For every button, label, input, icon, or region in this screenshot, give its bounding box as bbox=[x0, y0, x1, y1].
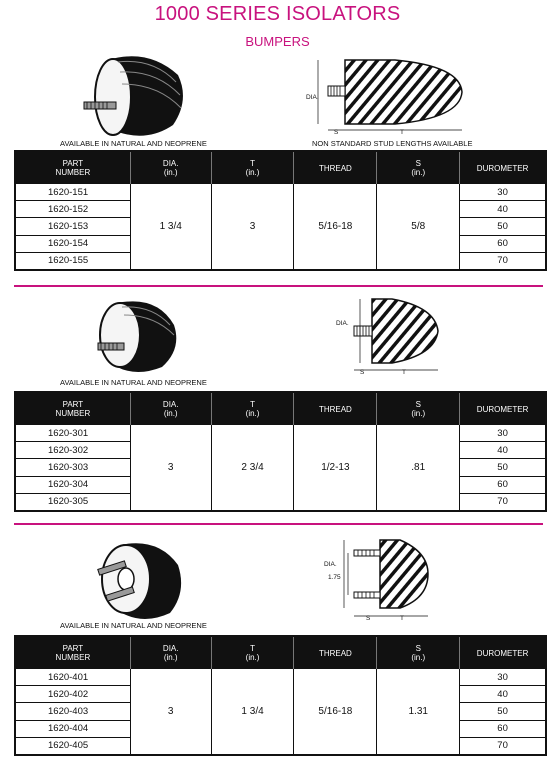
dim-label-s: S bbox=[366, 615, 371, 622]
durometer-cell: 50 bbox=[460, 459, 545, 476]
dia-cell: 3 bbox=[167, 706, 174, 717]
page-subtitle: BUMPERS bbox=[245, 34, 310, 49]
durometer-cell: 70 bbox=[497, 496, 508, 508]
section-2-caption: AVAILABLE IN NATURAL AND NEOPRENE bbox=[60, 378, 207, 387]
bumper-3-photo bbox=[92, 537, 192, 622]
part-number-cell: 1620-405 bbox=[48, 740, 89, 752]
s-cell: 1.31 bbox=[408, 706, 428, 717]
durometer-cell: 70 bbox=[497, 740, 508, 752]
dia-cell: 1 3/4 bbox=[159, 221, 182, 232]
table-header: PART NUMBER DIA. (in.) T (in.) THREAD S (in.) DUROMETER bbox=[16, 393, 545, 425]
t-cell: 2 3/4 bbox=[241, 462, 264, 473]
dim-label-s: S bbox=[360, 369, 365, 376]
part-number-cell: 1620-305 bbox=[48, 496, 89, 508]
bumper-3-dimension-drawing bbox=[318, 534, 443, 626]
part-number-cell: 1620-401 bbox=[16, 669, 130, 686]
thread-cell: 5/16-18 bbox=[318, 221, 353, 232]
bumper-2-dimension-drawing bbox=[330, 293, 455, 381]
dim-label-t: T bbox=[402, 369, 406, 376]
bumper-1-dimension-drawing bbox=[300, 52, 475, 136]
section-divider bbox=[14, 285, 543, 287]
dia-cell: 3 bbox=[167, 462, 174, 473]
durometer-cell: 50 bbox=[460, 703, 545, 720]
spec-table-1 bbox=[14, 150, 547, 271]
durometer-cell: 40 bbox=[460, 686, 545, 703]
durometer-cell: 60 bbox=[460, 236, 545, 253]
thread-cell: 1/2-13 bbox=[321, 462, 350, 473]
part-number-cell: 1620-304 bbox=[16, 477, 130, 494]
spec-table-3 bbox=[14, 635, 547, 756]
durometer-cell: 60 bbox=[460, 477, 545, 494]
section-divider bbox=[14, 523, 543, 525]
dim-label-dia: DIA. bbox=[324, 561, 337, 568]
section-1-caption: AVAILABLE IN NATURAL AND NEOPRENE bbox=[60, 139, 207, 148]
part-number-cell: 1620-404 bbox=[16, 721, 130, 738]
table-header: PART NUMBER DIA. (in.) T (in.) THREAD S (in.) DUROMETER bbox=[16, 637, 545, 669]
part-number-cell: 1620-153 bbox=[16, 218, 130, 235]
section-3-caption: AVAILABLE IN NATURAL AND NEOPRENE bbox=[60, 621, 207, 630]
part-number-cell: 1620-151 bbox=[16, 184, 130, 201]
thread-cell: 5/16-18 bbox=[318, 706, 353, 717]
spec-table-2 bbox=[14, 391, 547, 512]
t-cell: 1 3/4 bbox=[241, 706, 264, 717]
dim-label-spacing: 1.75 bbox=[328, 574, 341, 581]
table-body bbox=[16, 425, 545, 510]
s-cell: 5/8 bbox=[411, 221, 426, 232]
durometer-cell: 30 bbox=[460, 184, 545, 201]
durometer-cell: 40 bbox=[460, 442, 545, 459]
part-number-cell: 1620-303 bbox=[16, 459, 130, 476]
table-header: PART NUMBER DIA. (in.) T (in.) THREAD S (in.) DUROMETER bbox=[16, 152, 545, 184]
dim-label-t: T bbox=[400, 615, 404, 622]
part-number-cell: 1620-403 bbox=[16, 703, 130, 720]
durometer-cell: 70 bbox=[497, 255, 508, 267]
dim-label-t: T bbox=[400, 129, 404, 136]
part-number-cell: 1620-301 bbox=[16, 425, 130, 442]
bumper-2-photo bbox=[92, 297, 187, 375]
table-body bbox=[16, 669, 545, 754]
durometer-cell: 30 bbox=[460, 669, 545, 686]
durometer-cell: 50 bbox=[460, 218, 545, 235]
part-number-cell: 1620-302 bbox=[16, 442, 130, 459]
section-1-note: NON STANDARD STUD LENGTHS AVAILABLE bbox=[312, 139, 473, 148]
part-number-cell: 1620-152 bbox=[16, 201, 130, 218]
dim-label-dia: DIA. bbox=[336, 320, 349, 327]
dim-label-s: S bbox=[334, 129, 339, 136]
dim-label-dia: DIA. bbox=[306, 94, 319, 101]
durometer-cell: 30 bbox=[460, 425, 545, 442]
bumper-1-photo bbox=[78, 50, 198, 138]
part-number-cell: 1620-155 bbox=[48, 255, 89, 267]
part-number-cell: 1620-154 bbox=[16, 236, 130, 253]
durometer-cell: 40 bbox=[460, 201, 545, 218]
s-cell: .81 bbox=[411, 462, 426, 473]
t-cell: 3 bbox=[249, 221, 256, 232]
part-number-cell: 1620-402 bbox=[16, 686, 130, 703]
durometer-cell: 60 bbox=[460, 721, 545, 738]
page-title: 1000 SERIES ISOLATORS bbox=[154, 3, 401, 25]
table-body bbox=[16, 184, 545, 269]
